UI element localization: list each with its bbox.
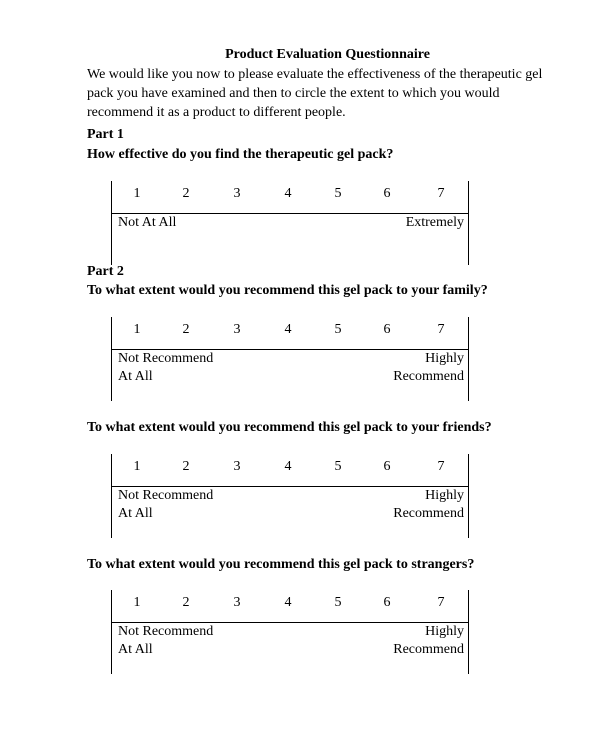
scale-high-label: Highly Recommend bbox=[393, 488, 464, 521]
scale-option-4[interactable]: 4 bbox=[284, 459, 292, 474]
scale-high-label: Extremely bbox=[405, 215, 464, 230]
scale-option-1[interactable]: 1 bbox=[133, 459, 141, 474]
scale-option-7[interactable]: 7 bbox=[437, 459, 445, 474]
scale-high-label: Highly Recommend bbox=[393, 624, 464, 657]
scale-option-3[interactable]: 3 bbox=[233, 459, 241, 474]
part1-heading: Part 1 bbox=[87, 127, 124, 142]
scale-option-7[interactable]: 7 bbox=[437, 322, 445, 337]
scale-option-4[interactable]: 4 bbox=[284, 322, 292, 337]
scale-option-1[interactable]: 1 bbox=[133, 595, 141, 610]
question-family: To what extent would you recommend this gel pack to your family? bbox=[87, 283, 488, 298]
scale-option-6[interactable]: 6 bbox=[383, 322, 391, 337]
scale-option-6[interactable]: 6 bbox=[383, 595, 391, 610]
scale-option-3[interactable]: 3 bbox=[233, 322, 241, 337]
part1-question: How effective do you find the therapeutic gel pack? bbox=[87, 147, 394, 162]
scale-low-label: Not Recommend At All bbox=[118, 488, 214, 521]
scale-option-1[interactable]: 1 bbox=[133, 186, 141, 201]
scale-option-2[interactable]: 2 bbox=[182, 459, 190, 474]
scale-option-3[interactable]: 3 bbox=[233, 595, 241, 610]
scale-option-6[interactable]: 6 bbox=[383, 186, 391, 201]
rating-scale-friends bbox=[111, 454, 469, 538]
scale-option-4[interactable]: 4 bbox=[284, 595, 292, 610]
scale-option-2[interactable]: 2 bbox=[182, 595, 190, 610]
scale-low-label: Not Recommend At All bbox=[118, 624, 214, 657]
scale-low-label: Not Recommend At All bbox=[118, 351, 214, 384]
scale-option-7[interactable]: 7 bbox=[437, 186, 445, 201]
question-friends: To what extent would you recommend this gel pack to your friends? bbox=[87, 420, 492, 435]
rating-scale-family bbox=[111, 317, 469, 401]
scale-option-7[interactable]: 7 bbox=[437, 595, 445, 610]
scale-option-3[interactable]: 3 bbox=[233, 186, 241, 201]
scale-option-5[interactable]: 5 bbox=[334, 459, 342, 474]
page-title: Product Evaluation Questionnaire bbox=[225, 47, 430, 62]
scale-option-5[interactable]: 5 bbox=[334, 186, 342, 201]
intro-text: We would like you now to please evaluate the effectiveness of the therapeutic gel pack you have examined and then to circle the extent to which you would recommend it as a product to different people. bbox=[87, 67, 543, 120]
scale-low-label: Not At All bbox=[118, 215, 177, 230]
scale-option-4[interactable]: 4 bbox=[284, 186, 292, 201]
scale-option-1[interactable]: 1 bbox=[133, 322, 141, 337]
scale-high-label: Highly Recommend bbox=[393, 351, 464, 384]
rating-scale-strangers bbox=[111, 590, 469, 674]
part2-heading: Part 2 bbox=[87, 264, 124, 279]
scale-option-5[interactable]: 5 bbox=[334, 595, 342, 610]
scale-option-2[interactable]: 2 bbox=[182, 322, 190, 337]
rating-scale-effectiveness bbox=[111, 181, 469, 265]
scale-option-2[interactable]: 2 bbox=[182, 186, 190, 201]
question-strangers: To what extent would you recommend this gel pack to strangers? bbox=[87, 557, 475, 572]
scale-option-5[interactable]: 5 bbox=[334, 322, 342, 337]
scale-option-6[interactable]: 6 bbox=[383, 459, 391, 474]
